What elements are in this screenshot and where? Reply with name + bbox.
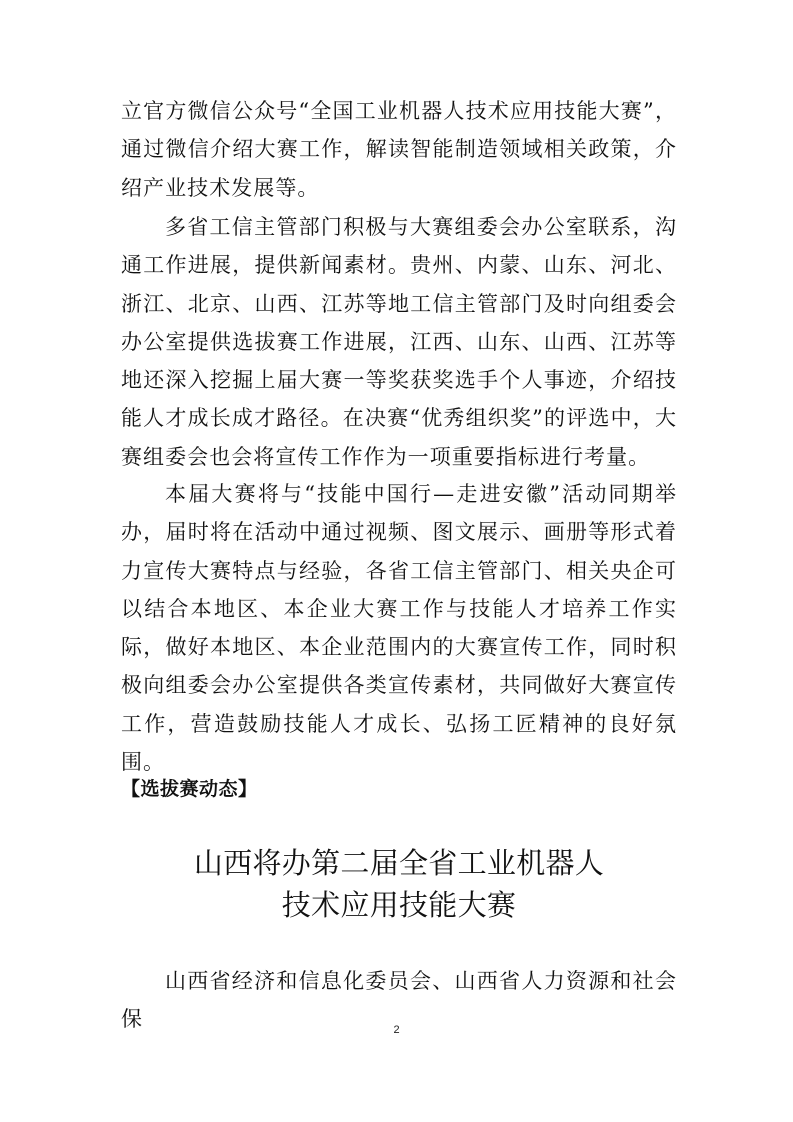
page-number: 2 [393,1024,400,1036]
paragraph-continued: 立官方微信公众号“全国工业机器人技术应用技能大赛”，通过微信介绍大赛工作，解读智能制造领域相关政策，介绍产业技术发展等。 [121,99,677,200]
article-first-paragraph: 山西省经济和信息化委员会、山西省人力资源和社会保 [121,969,677,1032]
paragraph-event-promotion: 本届大赛将与“技能中国行—走进安徽”活动同期举办，届时将在活动中通过视频、图文展示、画册等形式着力宣传大赛特点与经验，各省工信主管部门、相关央企可以结合本地区、本企业大赛工作与技能人才培养工作实际，做好本地区、本企业范围内的大赛宣传工作，同时积极向组委会办公室提供各类宣传素材，共同做好大赛宣传工作，营造鼓励技能人才成长、弘扬工匠精神的良好氛围。 [121,482,677,775]
article-title-line-1: 山西将办第二届全省工业机器人 [193,846,605,880]
section-heading: 【选拔赛动态】 [121,778,258,800]
article-title [121,842,677,926]
article-title-line-2: 技术应用技能大赛 [281,888,517,922]
paragraph-provincial-coordination: 多省工信主管部门积极与大赛组委会办公室联系，沟通工作进展，提供新闻素材。贵州、内蒙、山东、河北、浙江、北京、山西、江苏等地工信主管部门及时向组委会办公室提供选拔赛工作进展，江西、山东、山西、江苏等地还深入挖掘上届大赛一等奖获奖选手个人事迹，介绍技能人才成长成才路径。在决赛“优秀组织奖”的评选中，大赛组委会也会将宣传工作作为一项重要指标进行考量。 [121,215,677,469]
